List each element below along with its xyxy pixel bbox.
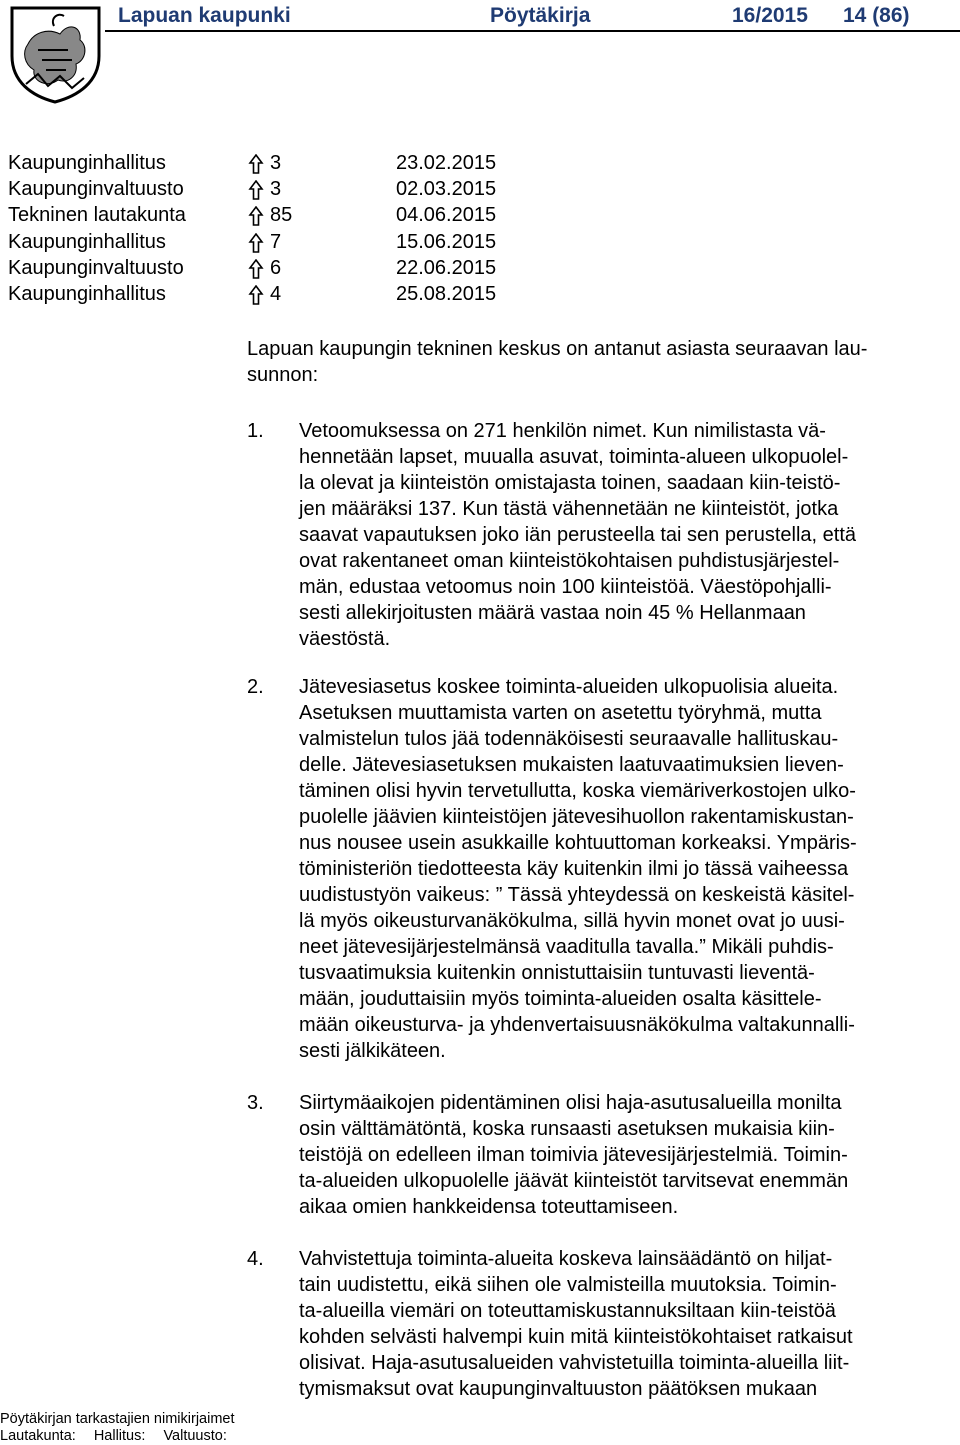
item-text-line: delle. Jätevesiasetuksen mukaisten laatuvaatimuksien lieven-: [299, 754, 844, 776]
item-number: 2.: [247, 676, 264, 698]
item-text-line: lä myös oikeusturvanäkökulma, sillä hyvin monet ovat jo uusi-: [299, 910, 845, 932]
item-text-line: tusvaatimuksia kuitenkin onnistuttaisiin tuntuvasti lieventä-: [299, 962, 815, 984]
item-text-line: neet jätevesijärjestelmänsä vaaditulla tavalla.” Mikäli puhdis-: [299, 936, 834, 958]
intro-line: Lapuan kaupungin tekninen keskus on antanut asiasta seuraavan lau-: [247, 338, 868, 360]
item-number: 4.: [247, 1248, 264, 1270]
organization-name: Lapuan kaupunki: [118, 4, 291, 27]
meeting-date: 02.03.2015: [396, 178, 497, 201]
meeting-body: Kaupunginhallitus: [8, 230, 166, 253]
meeting-body: Kaupunginhallitus: [8, 152, 166, 174]
footer-valtuusto: Valtuusto:: [163, 1428, 227, 1444]
meeting-body: Kaupunginvaltuusto: [8, 256, 184, 279]
item-text-line: hennetään lapset, muualla asuvat, toiminta-alueen ulkopuolel-: [299, 446, 849, 468]
meeting-date: 04.06.2015: [396, 204, 497, 227]
intro-line: sunnon:: [247, 364, 319, 387]
meeting-body: Kaupunginvaltuusto: [8, 178, 184, 201]
meeting-number: 4: [270, 282, 282, 305]
meeting-number: 85: [270, 204, 293, 227]
item-text-line: puolelle jäävien kiinteistöjen jätevesihuollon rakentamiskustan-: [299, 806, 854, 828]
footer-hallitus: Hallitus:: [93, 1428, 146, 1444]
arrow-up-icon: [248, 285, 264, 305]
footer-initials-label: Pöytäkirjan tarkastajien nimikirjaimet: [0, 1411, 235, 1427]
item-text-line: la olevat ja kiinteistön omistajasta toinen, saadaan kiin-teistö-: [299, 472, 841, 494]
item-text-line: Vahvistettuja toiminta-alueita koskeva lainsäädäntö on hiljat-: [299, 1248, 833, 1270]
item-text: [299, 1246, 949, 1402]
document-type: Pöytäkirja: [490, 4, 591, 27]
meeting-body: Tekninen lautakunta: [8, 204, 186, 227]
item-text: [299, 418, 949, 652]
meeting-date: 22.06.2015: [396, 256, 497, 279]
item-text-line: valmistelun tulos jää todennäköisesti seuraavalle hallituskau-: [299, 728, 839, 750]
item-text-line: Siirtymäaikojen pidentäminen olisi haja-asutusalueilla monilta: [299, 1092, 842, 1114]
arrow-up-icon: [248, 180, 264, 200]
item-text-line: kohden selvästi halvempi kuin mitä kiinteistökohtaiset ratkaisut: [299, 1326, 853, 1348]
item-number: 1.: [247, 420, 264, 442]
item-text-line: sesti jälkikäteen.: [299, 1040, 446, 1062]
meeting-number: 6: [270, 256, 282, 279]
meeting-number: 3: [270, 152, 282, 174]
page-footer: [0, 1411, 241, 1445]
footer-lautakunta: Lautakunta:: [0, 1428, 76, 1444]
item-text: [299, 674, 949, 1064]
item-text-line: Asetuksen muuttamista varten on asetettu työryhmä, mutta: [299, 702, 822, 724]
arrow-up-icon: [248, 259, 264, 279]
item-text-line: män, edustaa vetoomus noin 100 kiinteistöä. Väestöpohjalli-: [299, 576, 832, 598]
page-number: 14 (86): [843, 4, 910, 27]
page-header: [0, 0, 960, 38]
intro-paragraph: [247, 336, 947, 388]
item-text-line: töministeriön tiedotteesta käy kuitenkin ilmi jo tässä vaiheessa: [299, 858, 849, 880]
meeting-number: 3: [270, 178, 282, 201]
meeting-body: Kaupunginhallitus: [8, 282, 166, 305]
meeting-date: 25.08.2015: [396, 282, 497, 305]
item-text-line: ta-alueilla viemäri on toteuttamiskustannuksiltaan kiin-teistöä: [299, 1300, 836, 1322]
item-text-line: uudistustyön vaikeus: ” Tässä yhteydessä on keskeistä käsitel-: [299, 884, 855, 906]
item-text-line: tymismaksut ovat kaupunginvaltuuston päätöksen mukaan: [299, 1378, 818, 1400]
meeting-date: 23.02.2015: [396, 152, 497, 174]
item-text: [299, 1090, 949, 1220]
arrow-up-icon: [248, 206, 264, 226]
item-text-line: tain uudistettu, eikä siihen ole valmisteilla muutoksia. Toimin-: [299, 1274, 837, 1296]
item-text-line: osin välttämätöntä, koska runsaasti asetuksen mukaisia kiin-: [299, 1118, 835, 1140]
meeting-date: 15.06.2015: [396, 230, 497, 253]
item-text-line: Jätevesiasetus koskee toiminta-alueiden ulkopuolisia alueita.: [299, 676, 839, 698]
item-text-line: mään, jouduttaisiin myös toiminta-alueiden osalta käsittele-: [299, 988, 822, 1010]
meeting-number: 7: [270, 230, 282, 253]
document-number: 16/2015: [732, 4, 808, 27]
item-text-line: saavat vapautuksen joko iän perusteella tai sen perustella, että: [299, 524, 857, 546]
item-text-line: sesti allekirjoitusten määrä vastaa noin 45 % Hellanmaan: [299, 602, 806, 624]
item-text-line: mään oikeusturva- ja yhdenvertaisuusnäkökulma valtakunnalli-: [299, 1014, 855, 1036]
header-rule: [105, 30, 960, 32]
item-text-line: väestöstä.: [299, 628, 391, 650]
item-text-line: täminen olisi hyvin tervetullutta, koska viemäriverkostojen ulko-: [299, 780, 856, 802]
item-text-line: Vetoomuksessa on 271 henkilön nimet. Kun nimilistasta vä-: [299, 420, 826, 442]
footer-bodies: [0, 1428, 241, 1445]
coat-of-arms-icon: [8, 4, 103, 104]
item-text-line: aikaa omien hankkeidensa toteuttamiseen.: [299, 1196, 679, 1218]
item-text-line: ta-alueiden ulkopuolelle jäävät kiinteistöt tarvitsevat enemmän: [299, 1170, 849, 1192]
item-text-line: teistöjä on edelleen ilman toimivia jätevesijärjestelmiä. Toimin-: [299, 1144, 848, 1166]
arrow-up-icon: [248, 154, 264, 174]
item-text-line: ovat rakentaneet oman kiinteistökohtaisen puhdistusjärjestel-: [299, 550, 840, 572]
item-number: 3.: [247, 1092, 264, 1114]
arrow-up-icon: [248, 233, 264, 253]
item-text-line: olisivat. Haja-asutusalueiden vahvistetuilla toiminta-alueilla liit-: [299, 1352, 850, 1374]
item-text-line: jen määräksi 137. Kun tästä vähennetään ne kiinteistöt, jotka: [299, 498, 839, 520]
item-text-line: nus nousee usein asukkaille kohtuuttoman korkeaksi. Ympäris-: [299, 832, 857, 854]
